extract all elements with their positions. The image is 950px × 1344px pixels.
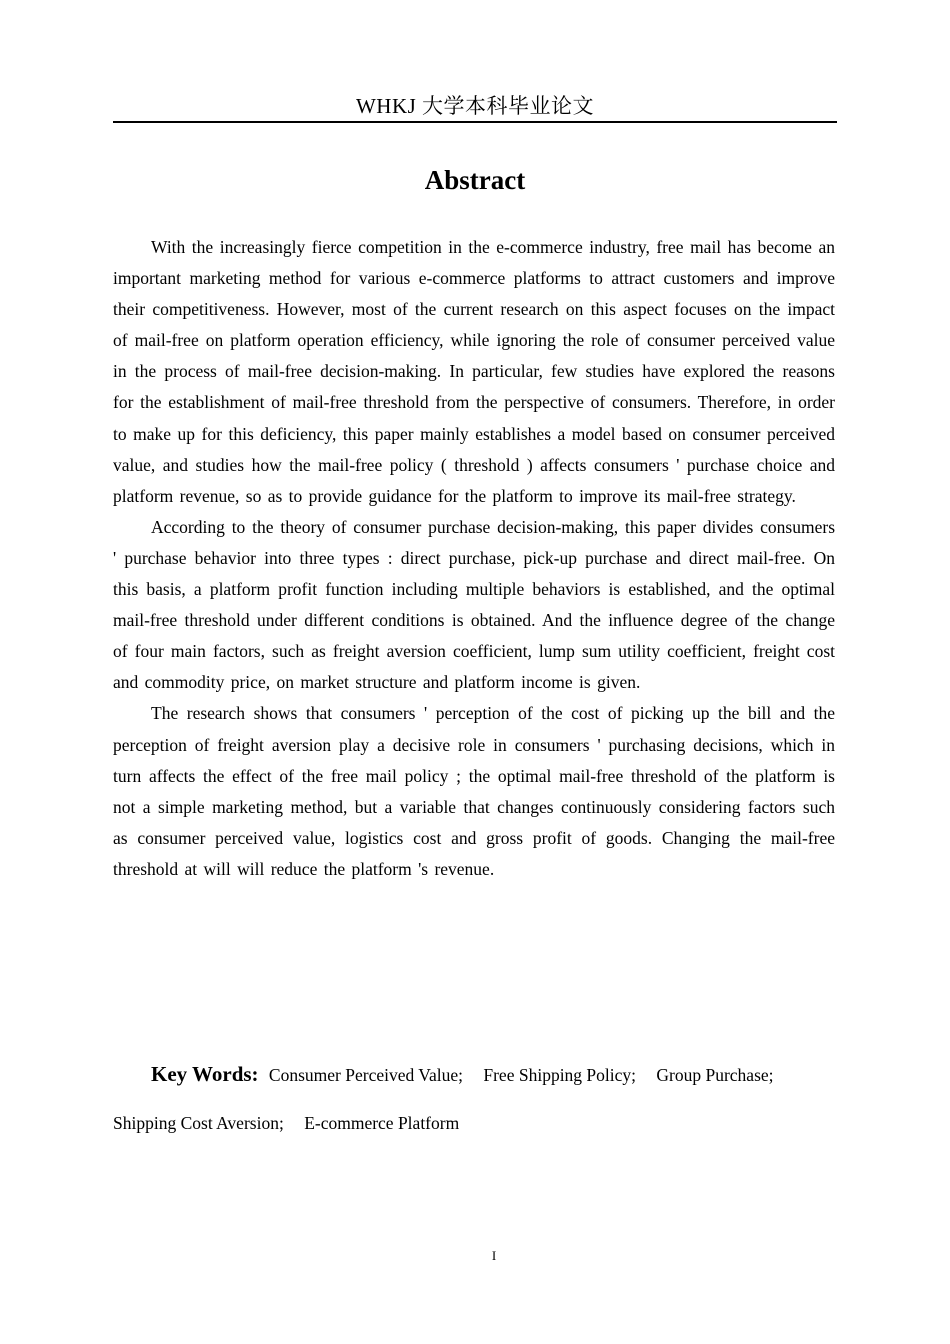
keyword-item: E-commerce Platform — [304, 1113, 460, 1133]
header-rule — [113, 121, 837, 123]
keyword-item: Shipping Cost Aversion; — [113, 1113, 284, 1133]
abstract-paragraph-2: According to the theory of consumer purchase decision-making, this paper divides consumers ' purchase behavior into three types : direct purchase, pick-up purchase and direct mail-free. On this basis, a platform profit function including multiple behaviors is established, and the optimal mail-free threshold under different conditions is obtained. And the influence degree of the change of four main factors, such as freight aversion coefficient, lump sum utility coefficient, freight cost and commodity price, on market structure and platform income is given. — [113, 516, 835, 693]
page-title: Abstract — [424, 165, 526, 195]
abstract-paragraph-1: With the increasingly fierce competition in the e-commerce industry, free mail has become an important marketing method for various e-commerce platforms to attract customers and improve their competitiveness. However, most of the current research on this aspect focuses on the impact of mail-free on platform operation efficiency, while ignoring the role of consumer perceived value in the process of mail-free decision-making. In particular, few studies have explored the reasons for the establishment of mail-free threshold from the perspective of consumers. Therefore, in order to make up for this deficiency, this paper mainly establishes a model based on consumer perceived value, and studies how the mail-free policy ( threshold ) affects consumers ' purchase choice and platform revenue, so as to provide guidance for the platform to improve its mail-free strategy. — [113, 237, 835, 506]
abstract-paragraph-3: The research shows that consumers ' perception of the cost of picking up the bill and the perception of freight aversion play a decisive role in consumers ' purchasing decisions, which in turn affects the effect of the free mail policy ; the optimal mail-free threshold of the platform is not a simple marketing method, but a variable that changes continuously considering factors such as consumer perceived value, logistics cost and gross profit of goods. Changing the mail-free threshold at will will reduce the platform 's revenue. — [113, 703, 835, 879]
keyword-item: Free Shipping Policy; — [483, 1065, 637, 1085]
abstract-body — [113, 232, 835, 885]
keywords-block — [113, 1050, 835, 1147]
page-number: I — [491, 1248, 497, 1263]
keyword-item: Consumer Perceived Value; — [268, 1065, 463, 1085]
keywords-label: Key Words: — [151, 1062, 259, 1086]
keyword-item: Group Purchase; — [656, 1065, 774, 1085]
running-header: WHKJ 大学本科毕业论文 — [355, 94, 595, 118]
